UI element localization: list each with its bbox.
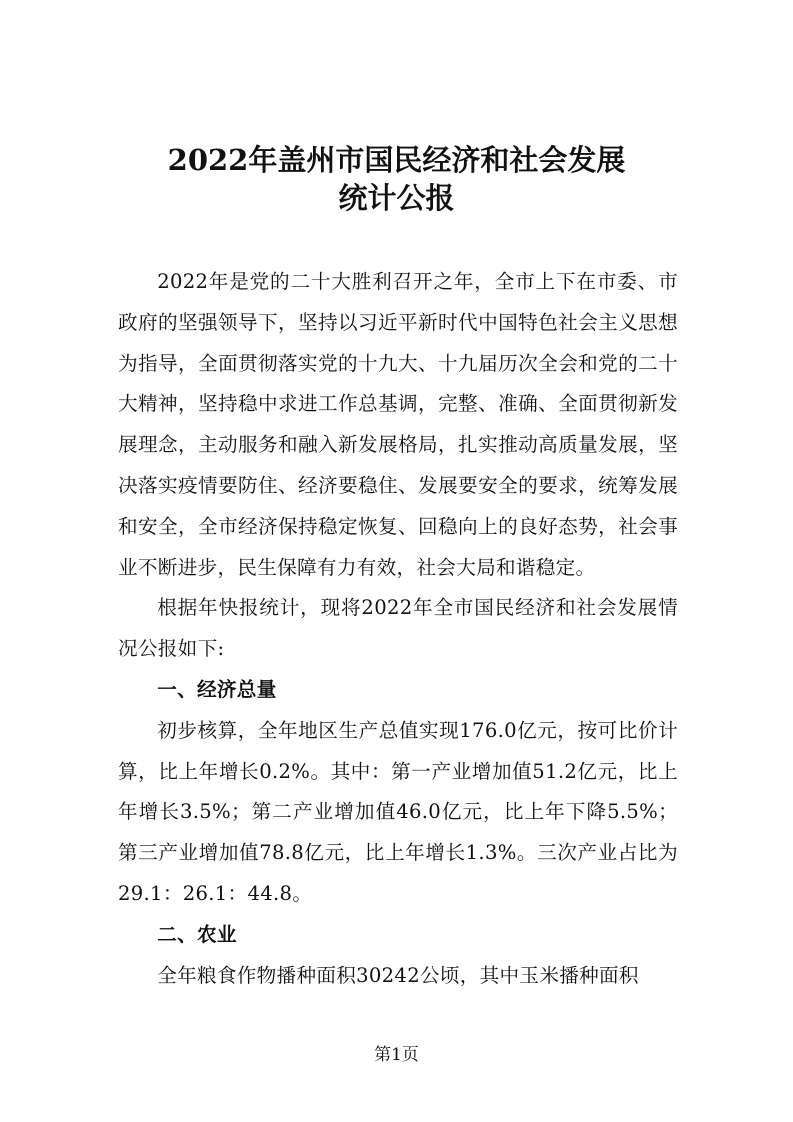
section-heading-agriculture: 二、农业 — [157, 922, 237, 946]
page-number: 第1页 — [374, 1045, 419, 1065]
agriculture-paragraph: 全年粮食作物播种面积30242公顷，其中玉米播种面积 — [157, 963, 639, 987]
document-subtitle: 统计公报 — [338, 181, 455, 215]
economy-paragraph: 初步核算，全年地区生产总值实现176.0亿元，按可比价计算，比上年增长0.2%。其中：第一产业增加值51.2亿元，比上年增长3.5%；第二产业增加值46.0亿元，比上年下降5.5%；第三产业增加值78.8亿元，比上年增长1.3%。三次产业占比为29.1：26.1：44.8。 — [118, 718, 678, 905]
intro-block — [118, 262, 678, 996]
section-heading-economy: 一、经济总量 — [157, 677, 277, 701]
intro-paragraph: 2022年是党的二十大胜利召开之年，全市上下在市委、市政府的坚强领导下，坚持以习近平新时代中国特色社会主义思想为指导，全面贯彻落实党的十九大、十九届历次全会和党的二十大精神，坚持稳中求进工作总基调，完整、准确、全面贯彻新发展理念，主动服务和融入新发展格局，扎实推动高质量发展，坚决落实疫情要防住、经济要稳住、发展要安全的要求，统筹发展和安全，全市经济保持稳定恢复、回稳向上的良好态势，社会事业不断进步，民生保障有力有效，社会大局和谐稳定。 — [118, 270, 678, 579]
document-title: 2022年盖州市国民经济和社会发展 — [167, 143, 626, 177]
report-intro-paragraph: 根据年快报统计，现将2022年全市国民经济和社会发展情况公报如下: — [118, 596, 678, 661]
